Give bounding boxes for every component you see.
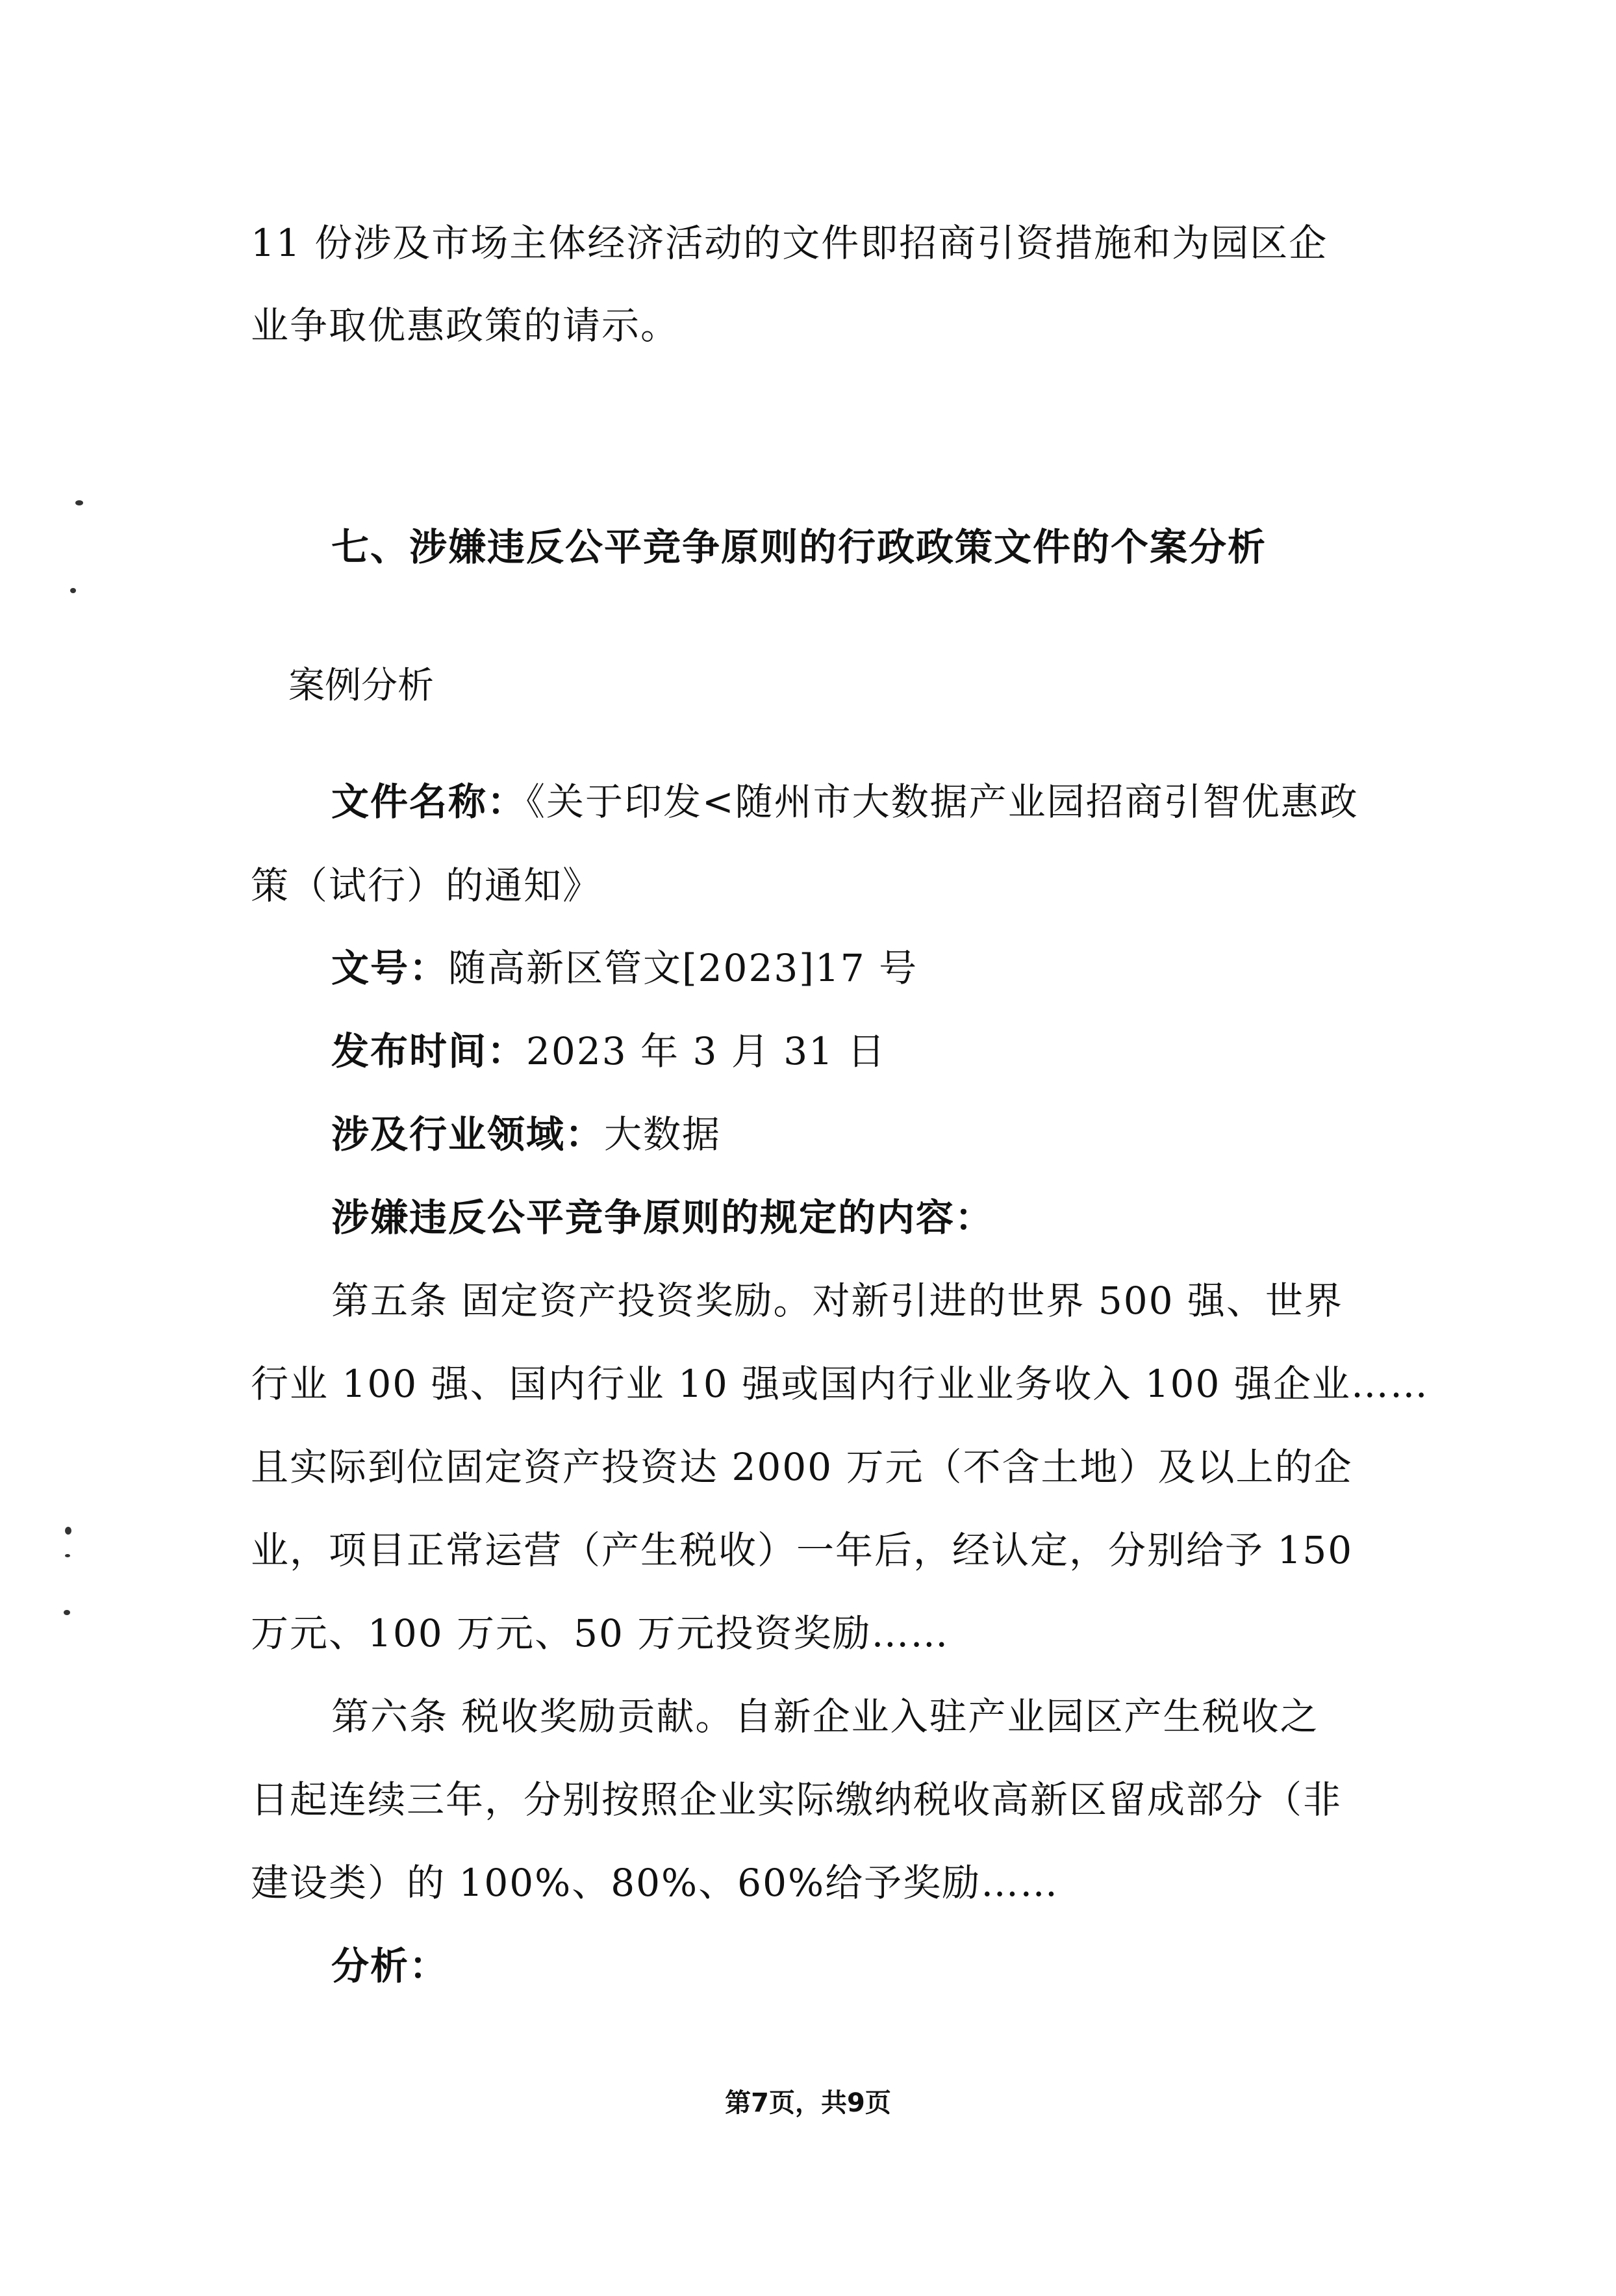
industry-value: 大数据	[604, 1112, 722, 1156]
doc-number-label: 文号：	[331, 946, 449, 990]
page-footer: 第7页，共9页	[725, 2088, 891, 2118]
scan-speck	[70, 588, 76, 593]
intro-line-1: 11 份涉及市场主体经济活动的文件即招商引资措施和为园区企	[251, 221, 1328, 265]
file-name-line-2: 策（试行）的通知》	[251, 863, 602, 908]
scan-speck	[65, 1527, 71, 1535]
industry-label: 涉及行业领域：	[331, 1112, 605, 1156]
article5-line: 且实际到位固定资产投资达 2000 万元（不含土地）及以上的企	[251, 1445, 1353, 1489]
scan-speck	[75, 500, 83, 505]
analysis-label: 分析：	[331, 1944, 449, 1988]
file-name-label: 文件名称：	[331, 780, 527, 824]
case-title: 案例分析	[288, 665, 434, 707]
article6-line: 日起连续三年，分别按照企业实际缴纳税收高新区留成部分（非	[251, 1778, 1343, 1822]
scan-speck	[65, 1554, 70, 1557]
publish-date-value: 2023 年 3 月 31 日	[526, 1029, 887, 1073]
article5-line: 第五条 固定资产投资奖励。对新引进的世界 500 强、世界	[331, 1279, 1344, 1323]
article5-line: 万元、100 万元、50 万元投资奖励……	[251, 1611, 950, 1655]
publish-date-line	[331, 1028, 887, 1075]
doc-number-line	[331, 945, 918, 991]
publish-date-label: 发布时间：	[331, 1029, 527, 1073]
article5-line: 业，项目正常运营（产生税收）一年后，经认定，分别给予 150	[251, 1528, 1354, 1572]
doc-number-value: 随高新区管文[2023]17 号	[448, 946, 918, 990]
scan-speck	[64, 1610, 70, 1615]
file-name-line-1	[331, 778, 1359, 825]
article6-line: 第六条 税收奖励贡献。自新企业入驻产业园区产生税收之	[331, 1694, 1319, 1739]
file-name-value-1: 《关于印发<随州市大数据产业园招商引智优惠政	[526, 780, 1359, 824]
article5-line: 行业 100 强、国内行业 10 强或国内行业业务收入 100 强企业……	[251, 1362, 1429, 1406]
intro-line-2: 业争取优惠政策的请示。	[251, 303, 680, 348]
article6-line: 建设类）的 100%、80%、60%给予奖励……	[251, 1861, 1059, 1905]
section-heading: 七、涉嫌违反公平竞争原则的行政政策文件的个案分析	[331, 525, 1267, 569]
violation-heading: 涉嫌违反公平竞争原则的规定的内容：	[331, 1195, 994, 1240]
industry-line	[331, 1111, 721, 1158]
